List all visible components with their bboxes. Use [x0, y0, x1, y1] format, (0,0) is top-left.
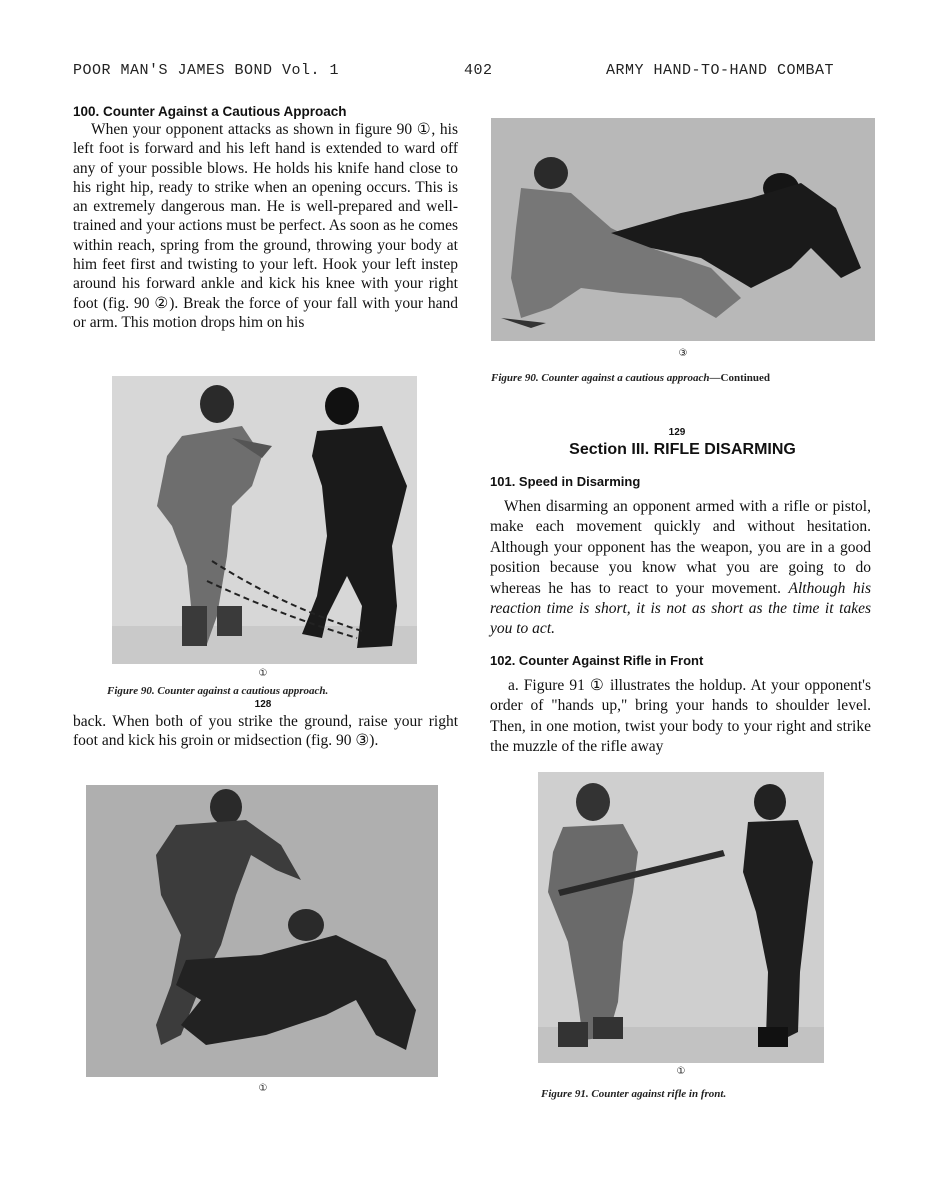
figure-90-marker-3: ③ — [678, 348, 688, 359]
figure-90-continued-caption-plain: —Continued — [709, 372, 771, 384]
figure-90-continued-caption — [491, 372, 770, 384]
figure-90-marker-2: ① — [258, 1083, 268, 1094]
section-iii-title: Section III. RIFLE DISARMING — [569, 441, 796, 458]
section-101-text: When disarming an opponent armed with a rifle or pistol, make each movement quickly and without hesitation. Although your opponent has the weapon, you are in a good position because you know what you are going to do whereas he has to react to your movement. — [490, 498, 871, 597]
figure-90-panel-2 — [86, 785, 438, 1077]
running-header-right: ARMY HAND-TO-HAND COMBAT — [606, 62, 835, 79]
figure-90-panel-3 — [491, 118, 875, 341]
figure-90-caption: Figure 90. Counter against a cautious approach. — [107, 685, 329, 697]
running-header-left: POOR MAN'S JAMES BOND Vol. 1 — [73, 62, 340, 79]
section-100-continuation: back. When both of you strike the ground, raise your right foot and kick his groin or midsection (fig. 90 ③). — [73, 713, 458, 750]
figure-91-marker: ① — [676, 1066, 686, 1077]
figure-91-photo — [538, 772, 824, 1063]
section-101-paragraph — [490, 497, 871, 640]
figure-90-continued-caption-italic: Figure 90. Counter against a cautious approach — [491, 372, 710, 384]
page-number-header: 402 — [464, 62, 493, 79]
page-number-129: 129 — [668, 427, 686, 438]
section-102-heading: 102. Counter Against Rifle in Front — [490, 653, 704, 668]
section-100-paragraph: When your opponent attacks as shown in figure 90 ①, his left foot is forward and his left hand is extended to ward off any of your possible blows. He holds his knife hand close to his right hip, ready to strike when an opening occurs. This is an extremely dangerous man. He is well-prepared and well-trained and your actions must be perfect. As soon as he comes within reach, spring from the ground, throwing your body at him feet first and twisting to your left. Hook your left instep around his forward ankle and kick his knee with your right foot (fig. 90 ②). Break the force of your fall with your hand or arm. This motion drops him on his — [73, 121, 458, 331]
section-102-paragraph: a. Figure 91 ① illustrates the holdup. At your opponent's order of "hands up," bring your hands to shoulder level. Then, in one motion, twist your body to your right and strike the muzzle of the rifle away — [490, 677, 871, 756]
section-101-emphasis: Although his reaction time is short, it is not as short as the time it takes you to act. — [490, 579, 871, 638]
figure-90-marker-1: ① — [258, 668, 268, 679]
section-100-heading: 100. Counter Against a Cautious Approach — [73, 104, 347, 119]
figure-91-caption: Figure 91. Counter against rifle in front. — [541, 1088, 727, 1100]
page-number-128: 128 — [254, 699, 272, 710]
figure-90-panel-1 — [112, 376, 417, 664]
section-101-heading: 101. Speed in Disarming — [490, 474, 641, 489]
